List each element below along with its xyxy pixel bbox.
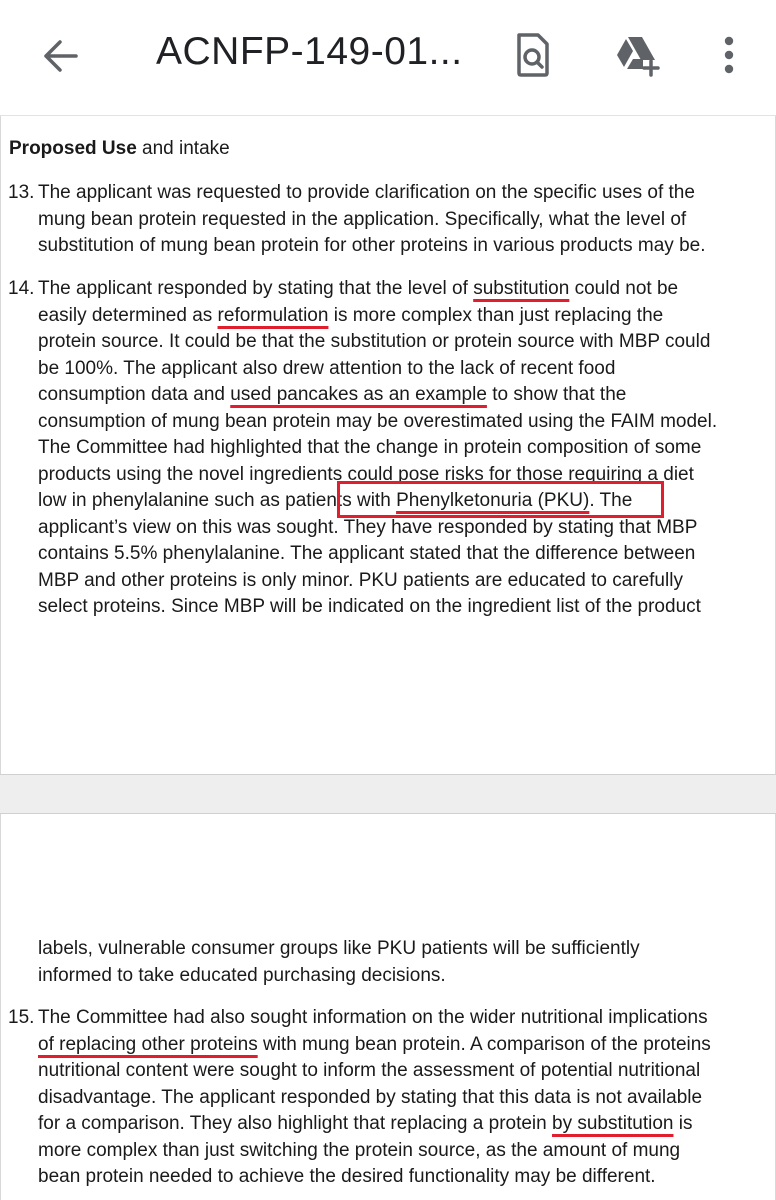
section-heading-rest: and intake	[136, 138, 230, 159]
add-to-drive-button[interactable]	[612, 30, 662, 80]
back-button[interactable]	[38, 34, 82, 78]
document-search-icon	[513, 31, 553, 79]
paragraph-number: 13.	[8, 182, 35, 203]
text-line	[38, 276, 754, 303]
app-bar	[0, 0, 776, 116]
text-line: The Committee had also sought information on the wider nutritional implications	[38, 1007, 708, 1028]
paragraph-14	[8, 276, 768, 621]
underlined-replacing-proteins: of replacing other proteins	[38, 1033, 258, 1055]
text-line: The applicant was requested to provide clarification on the specific uses of the	[38, 182, 695, 203]
drive-add-icon	[613, 33, 661, 77]
text-line: more complex than just switching the protein source, as the amount of mung	[38, 1139, 681, 1161]
underlined-reformulation: reformulation	[217, 304, 329, 326]
text-line: disadvantage. The applicant responded by stating that this data is not available	[38, 1086, 703, 1108]
text-line: be 100%. The applicant also drew attention to the lack of recent food	[38, 357, 616, 379]
text-line	[38, 1032, 754, 1059]
paragraph-number: 15.	[8, 1007, 35, 1028]
text-line: labels, vulnerable consumer groups like PKU patients will be sufficiently	[38, 938, 640, 959]
text-segment: with mung bean protein. A comparison of the proteins	[257, 1033, 711, 1055]
text-line: contains 5.5% phenylalanine. The applicant stated that the difference between	[38, 543, 696, 564]
text-segment: for a comparison. They also highlight that replacing a protein	[38, 1113, 553, 1134]
arrow-left-icon	[40, 38, 80, 74]
text-line: products using the novel ingredients could pose risks for those requiring a diet	[38, 463, 694, 485]
text-line: informed to take educated purchasing decisions.	[38, 964, 446, 986]
find-in-document-button[interactable]	[508, 30, 558, 80]
underlined-by-substitution: by substitution	[552, 1113, 674, 1134]
text-segment: is more complex than just replacing the	[328, 304, 664, 326]
document-title: ACNFP-149-01...	[156, 30, 463, 73]
section-heading-bold: Proposed Use	[9, 138, 137, 159]
page-separator	[0, 774, 776, 814]
text-segment: . The	[589, 490, 633, 511]
text-segment: low in phenylalanine such as patients with	[38, 490, 397, 511]
section-heading	[9, 138, 230, 160]
text-line: bean protein needed to achieve the desired functionality may be different.	[38, 1166, 656, 1187]
text-line	[38, 303, 754, 330]
text-line: substitution of mung bean protein for other proteins in various products may be.	[38, 235, 706, 256]
text-line: The Committee had highlighted that the change in protein composition of some	[38, 437, 702, 458]
text-line: mung bean protein requested in the application. Specifically, what the level of	[38, 208, 687, 230]
paragraph-13	[8, 180, 768, 260]
text-segment: is	[673, 1113, 693, 1134]
text-line	[38, 488, 754, 515]
text-line: MBP and other proteins is only minor. PKU patients are educated to carefully	[38, 569, 683, 591]
underlined-substitution: substitution	[473, 278, 570, 299]
text-segment: to show that the	[486, 384, 627, 405]
underlined-pku: Phenylketonuria (PKU)	[396, 490, 590, 511]
more-options-button[interactable]	[704, 30, 754, 80]
text-line: select proteins. Since MBP will be indicated on the ingredient list of the product	[38, 596, 701, 617]
paragraph-number: 14.	[8, 278, 35, 299]
paragraph-15	[8, 1005, 768, 1191]
text-segment: easily determined as	[38, 304, 218, 326]
text-segment: consumption data and	[38, 384, 231, 405]
text-segment: could not be	[569, 278, 679, 299]
more-vertical-icon	[723, 35, 735, 75]
text-line: protein source. It could be that the substitution or protein source with MBP could	[38, 331, 711, 352]
text-line	[38, 382, 754, 409]
paragraph-14-continued	[38, 936, 758, 989]
text-segment: The applicant responded by stating that the level of	[38, 278, 474, 299]
text-line: nutritional content were sought to inform the assessment of potential nutritional	[38, 1060, 701, 1081]
text-line	[38, 1111, 754, 1138]
text-line: applicant’s view on this was sought. They have responded by stating that MBP	[38, 516, 698, 538]
underlined-pancakes-example: used pancakes as an example	[230, 384, 487, 405]
text-line: consumption of mung bean protein may be overestimated using the FAIM model.	[38, 410, 718, 432]
